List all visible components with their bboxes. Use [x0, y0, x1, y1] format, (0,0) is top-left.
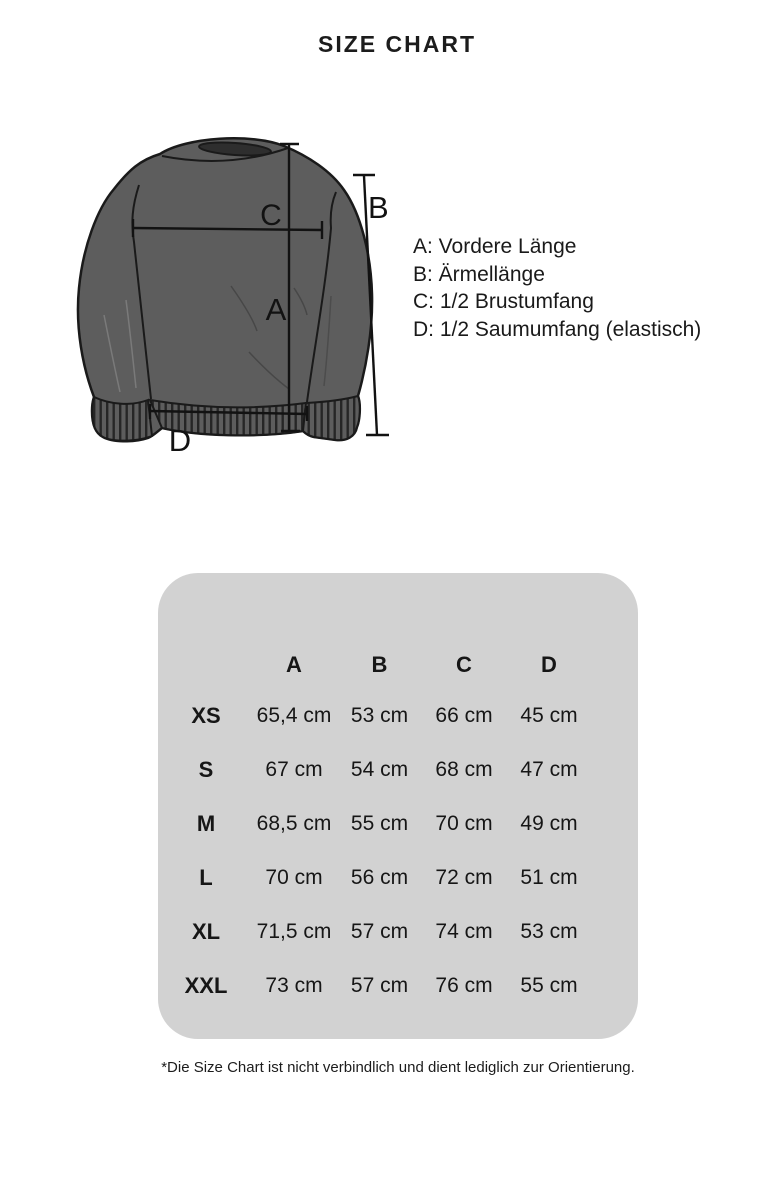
row-value: 71,5 cm: [256, 920, 332, 943]
sweater-diagram: [55, 125, 400, 465]
row-value: 55 cm: [520, 974, 578, 997]
row-value: 73 cm: [265, 974, 323, 997]
right-cuff-ribbing: [303, 396, 360, 440]
table-header-row: [158, 641, 638, 689]
legend-item-c: C: 1/2 Brustumfang: [413, 290, 594, 313]
disclaimer-footnote: *Die Size Chart ist nicht verbindlich und dient lediglich zur Orientierung.: [161, 1059, 635, 1076]
table-row: [158, 689, 638, 743]
row-value: 49 cm: [520, 812, 578, 835]
sweater-body: [78, 138, 372, 441]
row-value: 55 cm: [350, 812, 409, 835]
legend-item-d: D: 1/2 Saumumfang (elastisch): [413, 317, 702, 341]
row-value: 57 cm: [350, 974, 409, 997]
row-size-label: XS: [191, 703, 221, 728]
row-size-label: XXL: [184, 973, 228, 998]
row-value: 72 cm: [435, 866, 493, 889]
legend-item-b: B: Ärmellänge: [413, 262, 545, 286]
column-header-b: B: [371, 652, 388, 677]
row-size-label: M: [196, 811, 216, 836]
column-header-c: C: [456, 652, 472, 677]
diagram-label-a: A: [265, 292, 287, 327]
column-header-d: D: [541, 652, 557, 677]
legend-item-a: A: Vordere Länge: [413, 235, 577, 258]
table-row: [158, 797, 638, 851]
row-value: 67 cm: [265, 758, 323, 781]
diagram-label-d: D: [168, 423, 192, 458]
diagram-label-b: B: [368, 190, 389, 225]
column-header-a: A: [286, 652, 302, 677]
left-cuff-ribbing: [92, 397, 152, 441]
row-value: 56 cm: [350, 866, 409, 889]
table-row: [158, 905, 638, 959]
row-value: 57 cm: [350, 920, 409, 943]
table-row: [158, 851, 638, 905]
page-title: SIZE CHART: [318, 31, 476, 57]
row-value: 47 cm: [520, 758, 578, 781]
size-table: [158, 573, 638, 1039]
table-row: [158, 959, 638, 1013]
row-value: 74 cm: [435, 920, 493, 943]
size-table-body: [158, 689, 638, 1013]
row-value: 51 cm: [520, 866, 578, 889]
row-size-label: XL: [191, 919, 221, 944]
row-size-label: L: [199, 865, 213, 890]
table-corner-cell: [161, 641, 251, 689]
row-value: 54 cm: [350, 758, 409, 781]
row-value: 45 cm: [520, 704, 578, 727]
row-size-label: S: [198, 757, 214, 782]
row-value: 70 cm: [265, 866, 323, 889]
row-value: 68 cm: [435, 758, 493, 781]
measurement-legend: [413, 233, 701, 343]
row-value: 68,5 cm: [256, 812, 332, 835]
table-row: [158, 743, 638, 797]
row-value: 53 cm: [520, 920, 578, 943]
row-value: 53 cm: [350, 704, 409, 727]
row-value: 70 cm: [435, 812, 493, 835]
diagram-label-c: C: [260, 199, 282, 232]
row-value: 65,4 cm: [256, 704, 332, 727]
row-value: 76 cm: [435, 974, 493, 997]
row-value: 66 cm: [435, 704, 493, 727]
